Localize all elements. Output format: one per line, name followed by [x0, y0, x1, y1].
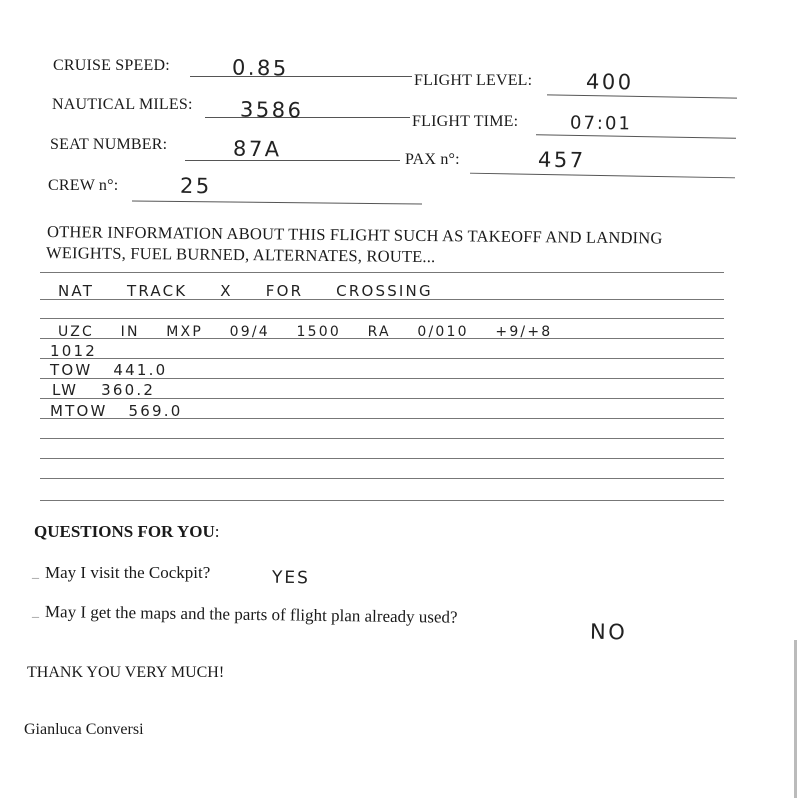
- crew-label: CREW n°:: [48, 177, 119, 194]
- nautical-miles-line: [205, 117, 410, 118]
- note-line-5: LW 360.2: [52, 381, 156, 399]
- question-1-answer: YES: [271, 567, 311, 589]
- questions-heading-text: QUESTIONS FOR YOU: [34, 522, 215, 541]
- seat-number-line: [185, 160, 400, 161]
- pax-label: PAX n°:: [405, 151, 460, 168]
- bullet-dash: _: [32, 566, 39, 581]
- crew-value: 25: [179, 173, 212, 199]
- other-info-heading-line1: OTHER INFORMATION ABOUT THIS FLIGHT SUCH AS TAKEOFF AND LANDING: [46, 222, 663, 248]
- flight-time-value: 07:01: [569, 112, 633, 135]
- flight-level-line: [547, 94, 737, 98]
- ruled-line: [40, 458, 724, 459]
- other-info-heading-line2: WEIGHTS, FUEL BURNED, ALTERNATES, ROUTE...: [45, 243, 436, 267]
- pax-line: [470, 173, 735, 179]
- ruled-line: [40, 272, 724, 273]
- ruled-line: [40, 500, 724, 501]
- cruise-speed-label: CRUISE SPEED:: [53, 57, 170, 74]
- note-line-1: NAT TRACK X FOR CROSSING: [58, 282, 433, 300]
- note-line-2: UZC IN MXP 09/4 1500 RA 0/010 +9/+8: [58, 324, 553, 340]
- note-line-3: 1012: [50, 342, 97, 360]
- pax-value: 457: [537, 147, 586, 173]
- signature-name: Gianluca Conversi: [24, 721, 144, 738]
- questions-heading: [34, 522, 219, 542]
- closing-text: THANK YOU VERY MUCH!: [27, 664, 225, 681]
- cruise-speed-value: 0.85: [231, 55, 289, 81]
- ruled-line: [40, 358, 724, 359]
- question-2: May I get the maps and the parts of flight plan already used?: [44, 602, 458, 627]
- flight-time-label: FLIGHT TIME:: [412, 113, 519, 130]
- nautical-miles-label: NAUTICAL MILES:: [52, 96, 193, 113]
- ruled-line: [40, 478, 724, 479]
- flight-level-label: FLIGHT LEVEL:: [414, 72, 533, 89]
- flight-level-value: 400: [585, 69, 634, 95]
- cruise-speed-line: [190, 76, 412, 77]
- note-line-4: TOW 441.0: [50, 361, 168, 379]
- questions-heading-colon: :: [214, 522, 220, 541]
- bullet-dash: _: [32, 605, 39, 620]
- flight-time-line: [536, 134, 736, 138]
- question-2-answer: NO: [589, 619, 628, 645]
- seat-number-label: SEAT NUMBER:: [50, 136, 168, 153]
- question-1: May I visit the Cockpit?: [45, 563, 211, 582]
- seat-number-value: 87A: [232, 136, 282, 162]
- note-line-6: MTOW 569.0: [50, 402, 183, 420]
- ruled-line: [40, 318, 724, 319]
- ruled-line: [40, 438, 724, 439]
- nautical-miles-value: 3586: [239, 97, 304, 123]
- crew-line: [132, 200, 422, 204]
